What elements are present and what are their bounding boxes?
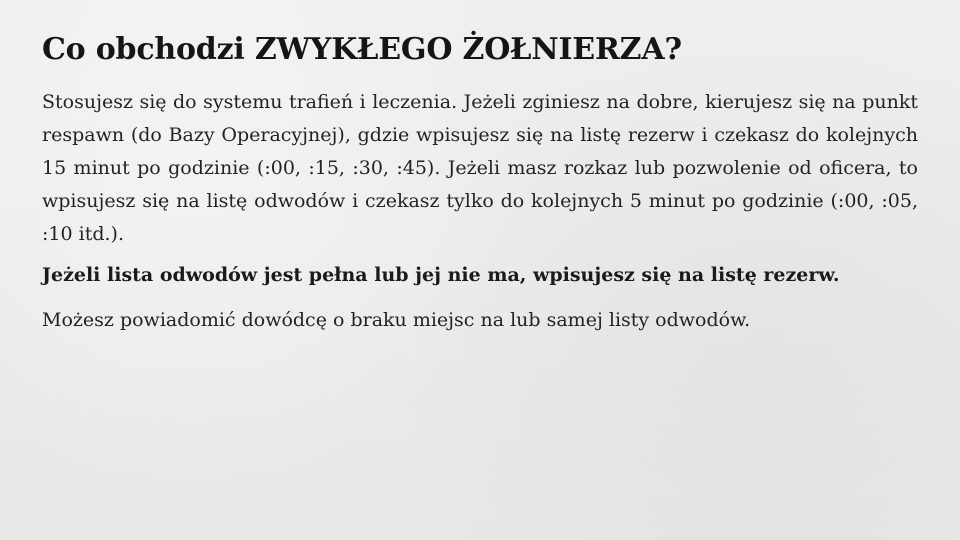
paragraph-notify-commander: Możesz powiadomić dowódcę o braku miejsc na lub samej listy odwodów. (42, 309, 751, 331)
paragraph-reserve-list-note: Jeżeli lista odwodów jest pełna lub jej nie ma, wpisujesz się na listę rezerw. (42, 264, 840, 286)
slide-title: Co obchodzi ZWYKŁEGO ŻOŁNIERZA? (42, 32, 682, 67)
slide-content (42, 28, 918, 337)
paragraph-respawn-rules: Stosujesz się do systemu trafień i leczenia. Jeżeli zginiesz na dobre, kierujesz się na punkt respawn (do Bazy Operacyjnej), gdzie wpisujesz się na listę rezerw i czekasz do kolejnych 15 minut po godzinie (:00, :15, :30, :45). Jeżeli masz rozkaz lub pozwolenie od oficera, to wpisujesz się na listę odwodów i czekasz tylko do kolejnych 5 minut po godzinie (:00, :05, :10 itd.). (42, 91, 918, 245)
